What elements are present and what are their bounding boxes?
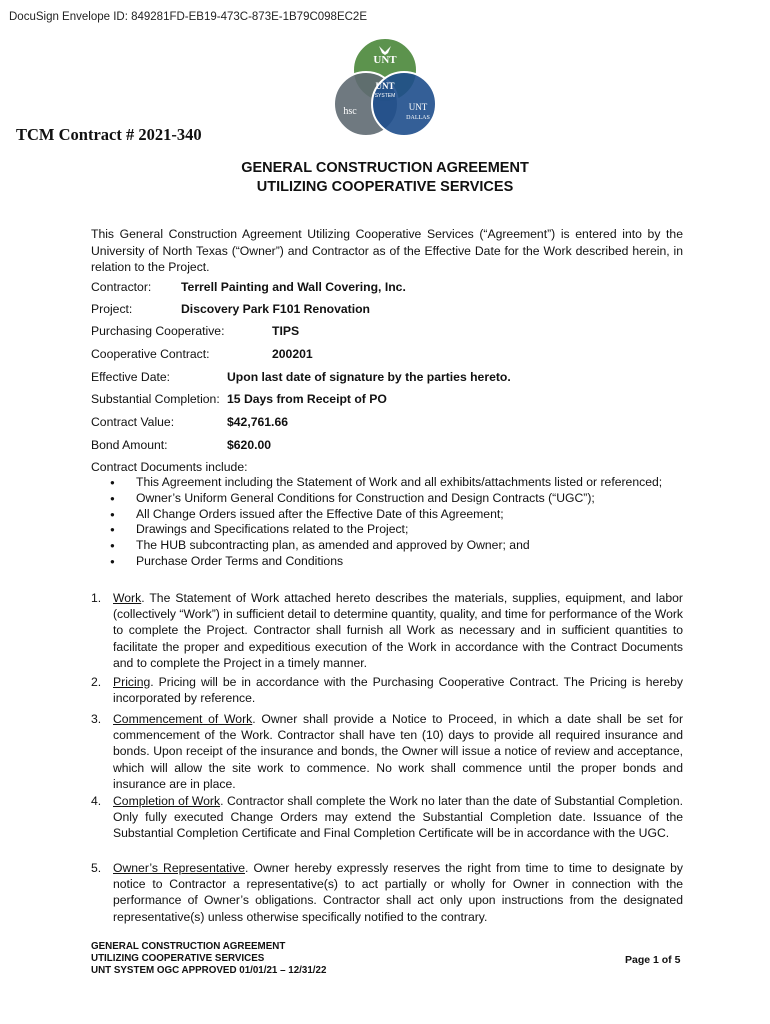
list-item: ● This Agreement including the Statement of Work and all exhibits/attachments listed or referenced; xyxy=(110,475,662,491)
section-text: . Contractor shall complete the Work no later than the date of Substantial Completion. Only fully executed Change Orders may extend the Substantial Completion date. Issuance of the Substantial Completion Certificate and Final Completion Certificate will be in accordance with the UGC. xyxy=(113,794,683,841)
footer-line: UNT SYSTEM OGC APPROVED 01/01/21 – 12/31/22 xyxy=(91,965,327,976)
section-text: . The Statement of Work attached hereto describes the materials, supplies, equipment, and labor (collectively “Work”) in sufficient detail to determine quantity, quality, and time for performance of the Work to complete the Project. Contractor shall furnish all Work as necessary and in sufficient quantities to facilitate the proper and expeditious execution of the Work in accordance with the Contract Documents and to complete the Project in a timely manner. xyxy=(113,591,683,670)
list-item: ● All Change Orders issued after the Effective Date of this Agreement; xyxy=(110,507,662,523)
field-value: Terrell Painting and Wall Covering, Inc. xyxy=(181,280,406,294)
document-title-line2: UTILIZING COOPERATIVE SERVICES xyxy=(256,179,514,195)
logo-text-left: hsc xyxy=(343,106,357,117)
field-label: Contract Value: xyxy=(91,415,175,429)
field-label: Bond Amount: xyxy=(91,438,168,452)
page-number: Page 1 of 5 xyxy=(625,954,681,966)
section-commencement-of-work xyxy=(91,711,683,792)
footer-line: UTILIZING COOPERATIVE SERVICES xyxy=(91,953,265,964)
field-label: Contractor: xyxy=(91,280,152,294)
contract-documents-list xyxy=(110,475,662,570)
logo-text-center2: SYSTEM xyxy=(374,93,396,99)
field-value: 200201 xyxy=(272,347,313,361)
field-value: $620.00 xyxy=(227,438,272,452)
field-label: Cooperative Contract: xyxy=(91,347,210,361)
section-number: 2. xyxy=(91,675,102,689)
footer-line: GENERAL CONSTRUCTION AGREEMENT xyxy=(91,941,286,952)
section-owners-representative xyxy=(91,860,683,925)
section-work xyxy=(91,590,683,671)
section-number: 5. xyxy=(91,861,102,875)
section-heading: Completion of Work xyxy=(113,794,221,808)
section-text: . Owner hereby expressly reserves the right from time to time to designate by notice to Contractor a representative(s) to act partially or wholly for Owner in connection with the performance of Owner’s obligations. Contractor shall act only upon instructions from the designated representative(s) unless otherwise specifically notified to the contrary. xyxy=(113,861,684,924)
section-heading: Work xyxy=(113,591,142,605)
field-label: Substantial Completion: xyxy=(91,392,220,406)
section-text: . Pricing will be in accordance with the Purchasing Cooperative Contract. The Pricing is hereby incorporated by reference. xyxy=(113,675,683,706)
field-value: 15 Days from Receipt of PO xyxy=(227,392,387,406)
section-heading: Commencement of Work xyxy=(113,712,253,726)
list-item: ● Purchase Order Terms and Conditions xyxy=(110,554,662,570)
section-number: 1. xyxy=(91,591,102,605)
unt-system-logo xyxy=(330,34,440,144)
contract-number: TCM Contract # 2021-340 xyxy=(16,125,202,144)
docusign-envelope-id: DocuSign Envelope ID: 849281FD-EB19-473C-873E-1B79C098EC2E xyxy=(9,11,367,23)
list-item: ● Owner’s Uniform General Conditions for Construction and Design Contracts (“UGC”); xyxy=(110,491,662,507)
section-number: 3. xyxy=(91,712,102,726)
section-completion-of-work xyxy=(91,793,683,842)
field-value: Discovery Park F101 Renovation xyxy=(181,302,370,316)
intro-paragraph: This General Construction Agreement Utilizing Cooperative Services (“Agreement”) is entered into by the University of North Texas (“Owner”) and Contractor as of the Effective Date for the Work described herein, in relation to the Project. xyxy=(91,227,683,274)
field-label: Effective Date: xyxy=(91,370,171,384)
document-title-line1: GENERAL CONSTRUCTION AGREEMENT xyxy=(241,160,529,176)
list-item: ● Drawings and Specifications related to the Project; xyxy=(110,522,662,538)
logo-text-center1: UNT xyxy=(375,81,395,91)
section-heading: Owner’s Representative xyxy=(113,861,245,875)
logo-text-right2: DALLAS xyxy=(406,115,430,121)
field-label: Project: xyxy=(91,302,133,316)
logo-text-right1: UNT xyxy=(408,102,428,112)
section-pricing xyxy=(91,674,683,706)
contract-documents-heading: Contract Documents include: xyxy=(91,460,248,474)
field-value: TIPS xyxy=(272,324,300,338)
section-text: . Owner shall provide a Notice to Proceed, in which a date shall be set for commencement of the Work. Contractor shall have ten (10) days to provide all required insurance and bonds. Upon receipt of the insurance and bonds, the Owner will issue a notice of review and acceptance, which will allow the site work to commence. No work shall commence until the proper bonds and insurance are in place. xyxy=(113,712,684,791)
section-heading: Pricing xyxy=(113,675,151,689)
field-label: Purchasing Cooperative: xyxy=(91,324,225,338)
page-footer xyxy=(91,941,326,977)
list-item: ● The HUB subcontracting plan, as amended and approved by Owner; and xyxy=(110,538,662,554)
logo-text-top: UNT xyxy=(373,54,397,66)
section-number: 4. xyxy=(91,794,102,808)
field-value: Upon last date of signature by the parties hereto. xyxy=(227,370,511,384)
field-value: $42,761.66 xyxy=(227,415,288,429)
